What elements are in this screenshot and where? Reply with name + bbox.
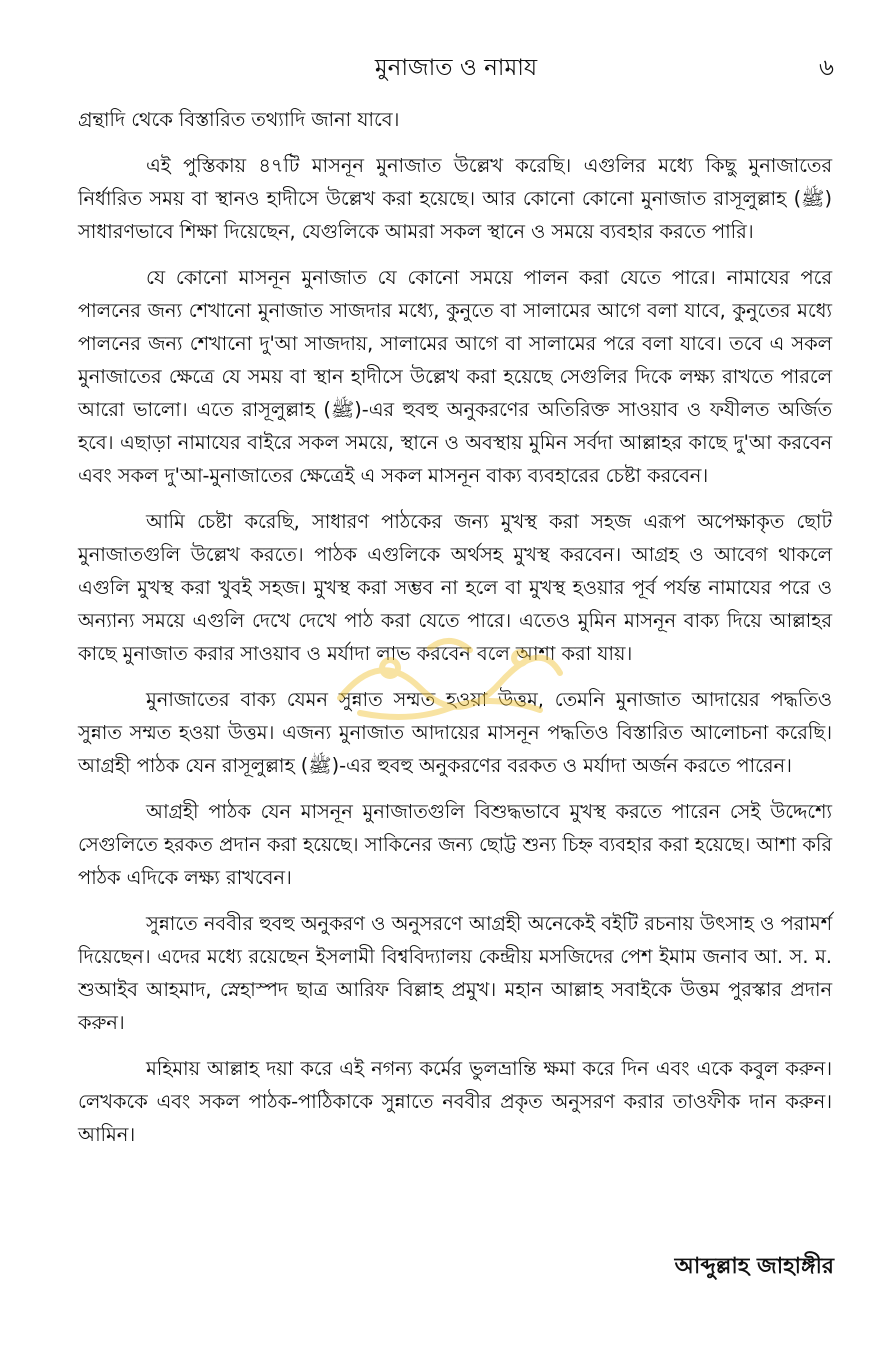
- page-body: [78, 103, 832, 1164]
- author-signature: আব্দুল্লাহ জাহাঙ্গীর: [674, 1254, 834, 1279]
- paragraph: মুনাজাতের বাক্য যেমন সুন্নাত সম্মত হওয়া উত্তম, তেমনি মুনাজাত আদায়ের পদ্ধতিও সুন্নাত সম্মত হওয়া উত্তম। এজন্য মুনাজাত আদায়ের মাসনূন পদ্ধতিও বিস্তারিত আলোচনা করেছি। আগ্রহী পাঠক যেন রাসূলুল্লাহ (ﷺ)-এর হুবহু অনুকরণের বরকত ও মর্যাদা অর্জন করতে পারেন।: [78, 688, 832, 777]
- running-title: মুনাজাত ও নামায: [374, 55, 538, 81]
- paragraph-continuation: গ্রন্থাদি থেকে বিস্তারিত তথ্যাদি জানা যাবে।: [78, 108, 400, 131]
- page-header: [78, 52, 834, 92]
- paragraph: এই পুস্তিকায় ৪৭টি মাসনূন মুনাজাত উল্লেখ করেছি। এগুলির মধ্যে কিছু মুনাজাতের নির্ধারিত সময় বা স্থানও হাদীসে উল্লেখ করা হয়েছে। আর কোনো কোনো মুনাজাত রাসূলুল্লাহ (ﷺ) সাধারণভাবে শিক্ষা দিয়েছেন, যেগুলিকে আমরা সকল স্থানে ও সময়ে ব্যবহার করতে পারি।: [78, 154, 832, 243]
- paragraph: মহিমায় আল্লাহ দয়া করে এই নগন্য কর্মের ভুলভ্রান্তি ক্ষমা করে দিন এবং একে কবুল করুন। লেখককে এবং সকল পাঠক-পাঠিকাকে সুন্নাতে নববীর প্রকৃত অনুসরণ করার তাওফীক দান করুন। আমিন।: [78, 1057, 832, 1146]
- paragraph: আমি চেষ্টা করেছি, সাধারণ পাঠকের জন্য মুখস্থ করা সহজ এরূপ অপেক্ষাকৃত ছোট মুনাজাতগুলি উল্লেখ করতে। পাঠক এগুলিকে অর্থসহ মুখস্থ করবেন। আগ্রহ ও আবেগ থাকলে এগুলি মুখস্থ করা খুবই সহজ। মুখস্থ করা সম্ভব না হলে বা মুখস্থ হওয়ার পূর্ব পর্যন্ত নামাযের পরে ও অন্যান্য সময়ে এগুলি দেখে দেখে পাঠ করা যেতে পারে। এতেও মুমিন মাসনূন বাক্য দিয়ে আল্লাহর কাছে মুনাজাত করার সাওয়াব ও মর্যাদা লাভ করবেন বলে আশা করা যায়।: [78, 510, 832, 665]
- paragraph: আগ্রহী পাঠক যেন মাসনূন মুনাজাতগুলি বিশুদ্ধভাবে মুখস্থ করতে পারেন সেই উদ্দেশ্যে সেগুলিতে হরকত প্রদান করা হয়েছে। সাকিনের জন্য ছোট্ট শুন্য চিহ্ন ব্যবহার করা হয়েছে। আশা করি পাঠক এদিকে লক্ষ্য রাখবেন।: [78, 800, 832, 889]
- paragraph: যে কোনো মাসনূন মুনাজাত যে কোনো সময়ে পালন করা যেতে পারে। নামাযের পরে পালনের জন্য শেখানো মুনাজাত সাজদার মধ্যে, কুনুতে বা সালামের আগে বলা যাবে, কুনুতের মধ্যে পালনের জন্য শেখানো দু'আ সাজদায়, সালামের আগে বা সালামের পরে বলা যাবে। তবে এ সকল মুনাজাতের ক্ষেত্রে যে সময় বা স্থান হাদীসে উল্লেখ করা হয়েছে সেগুলির দিকে লক্ষ্য রাখতে পারলে আরো ভালো। এতে রাসূলুল্লাহ (ﷺ)-এর হুবহু অনুকরণের অতিরিক্ত সাওয়াব ও ফযীলত অর্জিত হবে। এছাড়া নামাযের বাইরে সকল সময়ে, স্থানে ও অবস্থায় মুমিন সর্বদা আল্লাহর কাছে দু'আ করবেন এবং সকল দু'আ-মুনাজাতের ক্ষেত্রেই এ সকল মাসনূন বাক্য ব্যবহারের চেষ্টা করবেন।: [78, 266, 832, 487]
- page-number: ৬: [819, 55, 834, 81]
- paragraph: সুন্নাতে নববীর হুবহু অনুকরণ ও অনুসরণে আগ্রহী অনেকেই বইটি রচনায় উৎসাহ ও পরামর্শ দিয়েছেন। এদের মধ্যে রয়েছেন ইসলামী বিশ্ববিদ্যালয় কেন্দ্রীয় মসজিদের পেশ ইমাম জনাব আ. স. ম. শুআইব আহমাদ, স্নেহাস্পদ ছাত্র আরিফ বিল্লাহ প্রমুখ। মহান আল্লাহ সবাইকে উত্তম পুরস্কার প্রদান করুন।: [78, 912, 832, 1034]
